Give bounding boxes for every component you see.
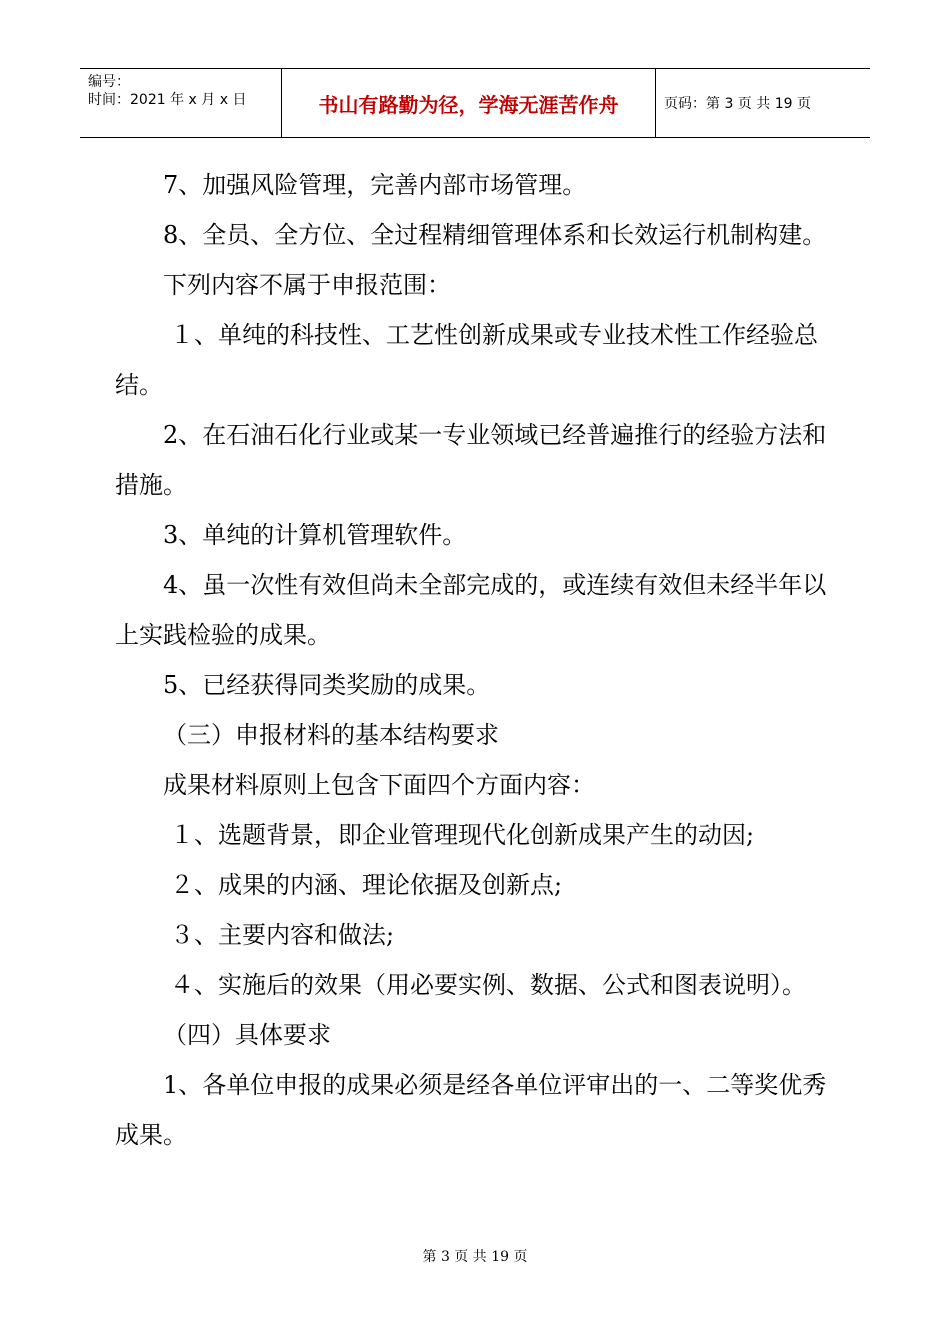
paragraph: 5、已经获得同类奖励的成果。 (163, 671, 491, 699)
page-footer: 第 3 页 共 19 页 (422, 1249, 528, 1265)
paragraph: ４、实施后的效果（用必要实例、数据、公式和图表说明）。 (170, 971, 806, 999)
paragraph: 下列内容不属于申报范围： (163, 271, 451, 299)
paragraph: 4、虽一次性有效但尚未全部完成的，或连续有效但未经半年以上实践检验的成果。 (115, 571, 827, 649)
section-heading: （四）具体要求 (163, 1021, 331, 1049)
paragraph: ２、成果的内涵、理论依据及创新点; (170, 871, 563, 899)
serial-label: 编号： (88, 74, 130, 90)
page-header (80, 68, 870, 138)
paragraph: １、单纯的科技性、工艺性创新成果或专业技术性工作经验总结。 (115, 321, 818, 399)
time-label: 时间：2021 年 x 月 x 日 (88, 92, 247, 108)
paragraph: ３、主要内容和做法; (170, 921, 395, 949)
header-motto: 书山有路勤为径，学海无涯苦作舟 (282, 69, 656, 137)
paragraph: 7、加强风险管理，完善内部市场管理。 (163, 171, 587, 199)
paragraph: 2、在石油石化行业或某一专业领域已经普遍推行的经验方法和措施。 (115, 421, 827, 499)
paragraph: １、选题背景，即企业管理现代化创新成果产生的动因; (170, 821, 755, 849)
paragraph: 3、单纯的计算机管理软件。 (163, 521, 467, 549)
paragraph: 成果材料原则上包含下面四个方面内容： (163, 771, 595, 799)
paragraph: 1、各单位申报的成果必须是经各单位评审出的一、二等奖优秀成果。 (115, 1071, 827, 1149)
header-left-cell (80, 69, 282, 137)
document-body (115, 160, 840, 1160)
paragraph: 8、全员、全方位、全过程精细管理体系和长效运行机制构建。 (163, 221, 827, 249)
section-heading: （三）申报材料的基本结构要求 (163, 721, 499, 749)
header-page-info: 页码：第 3 页 共 19 页 (664, 96, 811, 112)
